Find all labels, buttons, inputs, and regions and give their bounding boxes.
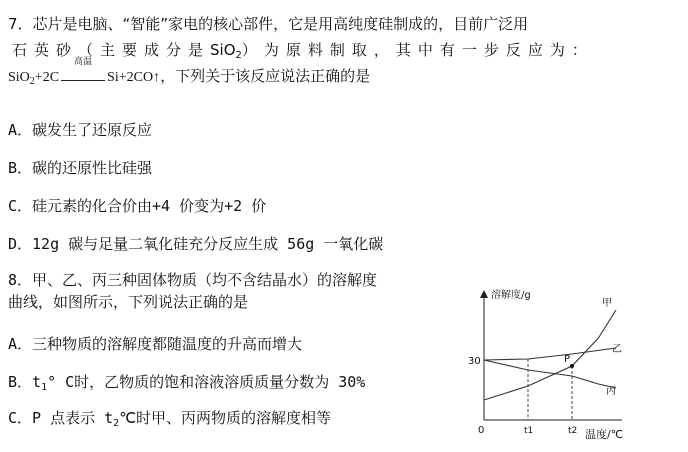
chart-axes	[478, 288, 623, 441]
point-p-label: P	[564, 354, 571, 365]
sio2-symbol: SiO	[210, 41, 236, 59]
sio2-subscript: 2	[235, 50, 242, 61]
x-tick-label-t1: t1	[524, 426, 534, 436]
q7-stem-text: 7．芯片是电脑、“智能”家电的核心部件，它是用高纯度硅制成的，目前广泛用	[8, 15, 529, 33]
q8-option-b-b: ° C时，乙物质的饱和溶液溶质质量分数为 30%	[47, 373, 366, 391]
q8-option-c-sub: 2	[113, 418, 120, 429]
x-tick-label-t2: t2	[568, 426, 578, 436]
chart-series	[484, 297, 622, 420]
q8-option-b-sub: 1	[41, 382, 48, 393]
y-tick-label-30: 30	[468, 356, 481, 367]
eq-lhs-a: SiO	[8, 70, 30, 85]
q7-option-b-text: B．碳的还原性比硅强	[8, 159, 153, 177]
y-axis-arrow	[480, 290, 488, 298]
q7-option-c-text: C．硅元素的化合价由+4 价变为+2 价	[8, 197, 267, 215]
equation-rhs: Si+2CO↑	[107, 70, 161, 85]
series-line-0	[484, 310, 616, 400]
q8-stem-line2-text: 曲线，如图所示，下列说法正确的是	[8, 293, 249, 311]
series-label-2: 丙	[606, 386, 616, 397]
q7-option-d-text: D．12g 碳与足量二氧化硅充分反应生成 56g 一氧化碳	[8, 235, 384, 253]
y-axis-label: 溶解度/g	[491, 290, 531, 301]
eq-lhs-b: +2C	[34, 70, 60, 85]
series-label-0: 甲	[602, 298, 612, 309]
series-label-1: 乙	[612, 344, 622, 355]
q7-equation-tail: ，下列关于该反应说法正确的是	[160, 67, 371, 85]
x-axis-label: 温度/℃	[585, 428, 624, 441]
q7-stem-line2-a: 石英砂（主要成分是	[12, 41, 211, 59]
reaction-condition-text: 高温	[74, 57, 93, 67]
q8-option-c-a: C．P 点表示 t	[8, 409, 114, 427]
series-line-1	[484, 348, 616, 360]
q8-option-a-text: A．三种物质的溶解度都随温度的升高而增大	[8, 335, 303, 353]
eq-lhs-sub: 2	[29, 76, 35, 87]
q7-stem-line2-b: ）为原料制取，其中有一步反应为：	[241, 41, 594, 59]
q8-stem-line1-text: 8．甲、乙、丙三种固体物质（均不含结晶水）的溶解度	[8, 271, 378, 289]
q8-option-c-b: ℃时甲、丙两物质的溶解度相等	[119, 409, 332, 427]
q7-option-a-text: A．碳发生了还原反应	[8, 121, 153, 139]
series-line-2	[484, 360, 616, 388]
q8-option-b-a: B．t	[8, 373, 42, 391]
point-p-marker	[570, 364, 574, 368]
origin-label: 0	[478, 425, 485, 436]
